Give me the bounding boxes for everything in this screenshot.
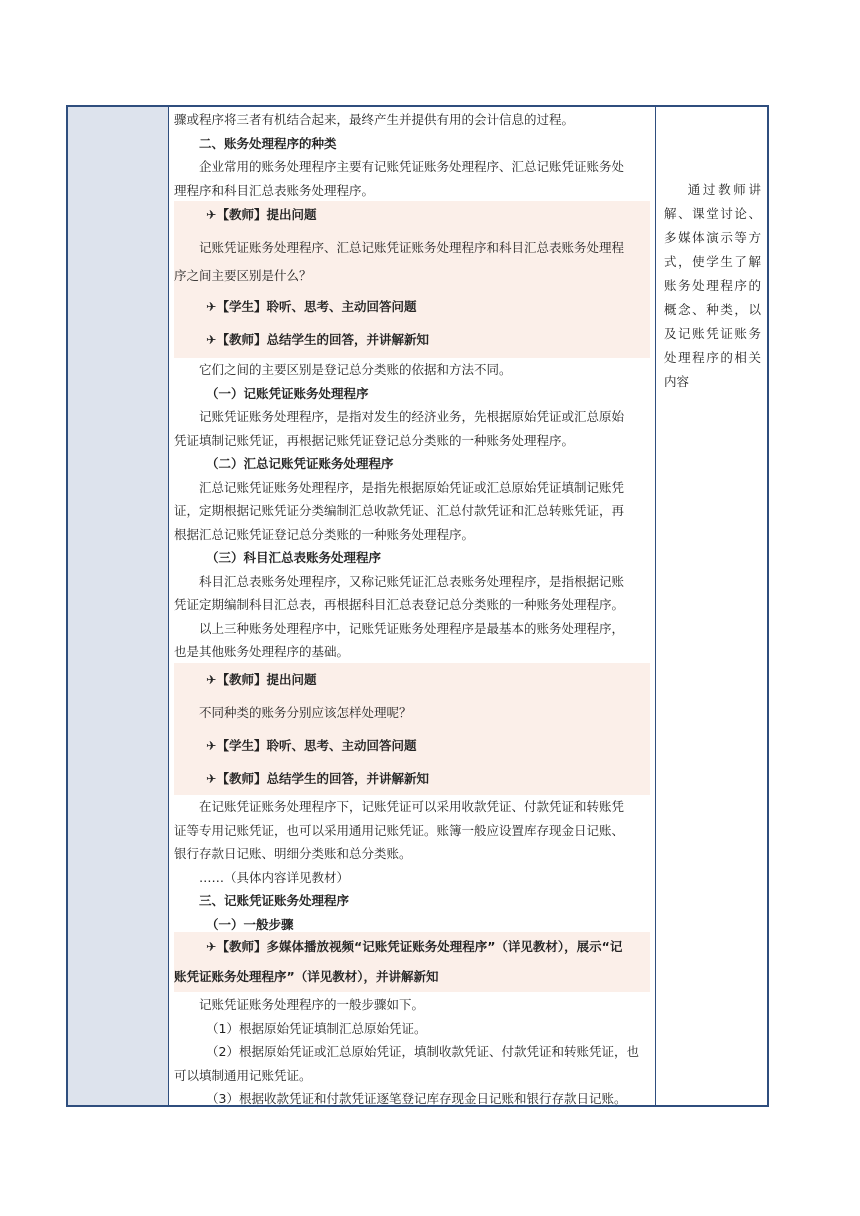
content-column bbox=[174, 107, 650, 1105]
text-line: 以上三种账务处理程序中，记账凭证账务处理程序是最基本的账务处理程序， bbox=[199, 620, 625, 636]
step-line: （1）根据原始凭证填制汇总原始凭证。 bbox=[206, 1020, 427, 1036]
step-line: （3）根据收款凭证和付款凭证逐笔登记库存现金日记账和银行存款日记账。 bbox=[206, 1091, 627, 1106]
teacher-question-block bbox=[174, 663, 650, 795]
section-heading: 三、记账凭证账务处理程序 bbox=[199, 893, 350, 908]
teacher-prompt: ✈【教师】提出问题 bbox=[206, 207, 317, 222]
objective-note: 通过教师讲解、课堂讨论、多媒体演示等方式，使学生了解账务处理程序的概念、种类，以及记账凭证账务处理程序的相关内容 bbox=[655, 107, 767, 1105]
teacher-prompt: ✈【教师】多媒体播放视频“记账凭证账务处理程序”（详见教材），展示“记 bbox=[206, 939, 623, 954]
question-text: 记账凭证账务处理程序、汇总记账凭证账务处理程序和科目汇总表账务处理程 bbox=[199, 240, 625, 255]
section-heading: 二、账务处理程序的种类 bbox=[199, 135, 337, 151]
student-response: ✈【学生】聆听、思考、主动回答问题 bbox=[206, 299, 417, 314]
sub-heading: （二）汇总记账凭证账务处理程序 bbox=[206, 456, 394, 471]
text-line: 凭证填制记账凭证，再根据记账凭证登记总分类账的一种账务处理程序。 bbox=[174, 432, 575, 448]
question-text: 序之间主要区别是什么？ bbox=[174, 268, 312, 283]
teacher-prompt: 账凭证账务处理程序”（详见教材），并讲解新知 bbox=[174, 969, 439, 984]
text-line: 也是其他账务处理程序的基础。 bbox=[174, 644, 350, 659]
text-line: 骤或程序将三者有机结合起来，最终产生并提供有用的会计信息的过程。 bbox=[174, 112, 575, 127]
sub-heading: （三）科目汇总表账务处理程序 bbox=[206, 550, 382, 565]
teacher-question-block bbox=[174, 201, 650, 358]
text-line: 银行存款日记账、明细分类账和总分类账。 bbox=[174, 846, 412, 861]
text-line: ……（具体内容详见教材） bbox=[199, 869, 350, 885]
text-line: 企业常用的账务处理程序主要有记账凭证账务处理程序、汇总记账凭证账务处 bbox=[199, 159, 625, 174]
student-response: ✈【学生】聆听、思考、主动回答问题 bbox=[206, 738, 417, 753]
text-line: 凭证定期编制科目汇总表，再根据科目汇总表登记总分类账的一种账务处理程序。 bbox=[174, 597, 625, 612]
teacher-prompt: ✈【教师】提出问题 bbox=[206, 672, 317, 687]
text-line: 证等专用记账凭证，也可以采用通用记账凭证。账簿一般应设置库存现金日记账、 bbox=[174, 822, 625, 838]
text-line: 科目汇总表账务处理程序，又称记账凭证汇总表账务处理程序，是指根据记账 bbox=[199, 573, 625, 589]
question-text: 不同种类的账务分别应该怎样处理呢？ bbox=[199, 705, 412, 720]
text-line: 记账凭证账务处理程序的一般步骤如下。 bbox=[199, 997, 425, 1012]
text-line: 记账凭证账务处理程序，是指对发生的经济业务，先根据原始凭证或汇总原始 bbox=[199, 409, 625, 424]
step-line: （2）根据原始凭证或汇总原始凭证，填制收款凭证、付款凭证和转账凭证，也 bbox=[206, 1044, 639, 1059]
text-line: 它们之间的主要区别是登记总分类账的依据和方法不同。 bbox=[199, 362, 512, 377]
lesson-table bbox=[66, 105, 769, 1107]
text-line: 证，定期根据记账凭证分类编制汇总收款凭证、汇总付款凭证和汇总转账凭证，再 bbox=[174, 503, 625, 518]
left-column bbox=[68, 107, 169, 1105]
teacher-summary: ✈【教师】总结学生的回答，并讲解新知 bbox=[206, 332, 429, 347]
text-line: 在记账凭证账务处理程序下，记账凭证可以采用收款凭证、付款凭证和转账凭 bbox=[199, 799, 625, 814]
sub-heading: （一）记账凭证账务处理程序 bbox=[206, 385, 369, 401]
teacher-summary: ✈【教师】总结学生的回答，并讲解新知 bbox=[206, 771, 429, 786]
text-line: 汇总记账凭证账务处理程序，是指先根据原始凭证或汇总原始凭证填制记账凭 bbox=[199, 479, 625, 495]
text-line: 根据汇总记账凭证登记总分类账的一种账务处理程序。 bbox=[174, 526, 475, 542]
sub-heading: （一）一般步骤 bbox=[206, 916, 294, 932]
text-line: 可以填制通用记账凭证。 bbox=[174, 1067, 312, 1083]
teacher-media-block bbox=[174, 932, 650, 992]
text-line: 理程序和科目汇总表账务处理程序。 bbox=[174, 182, 375, 198]
